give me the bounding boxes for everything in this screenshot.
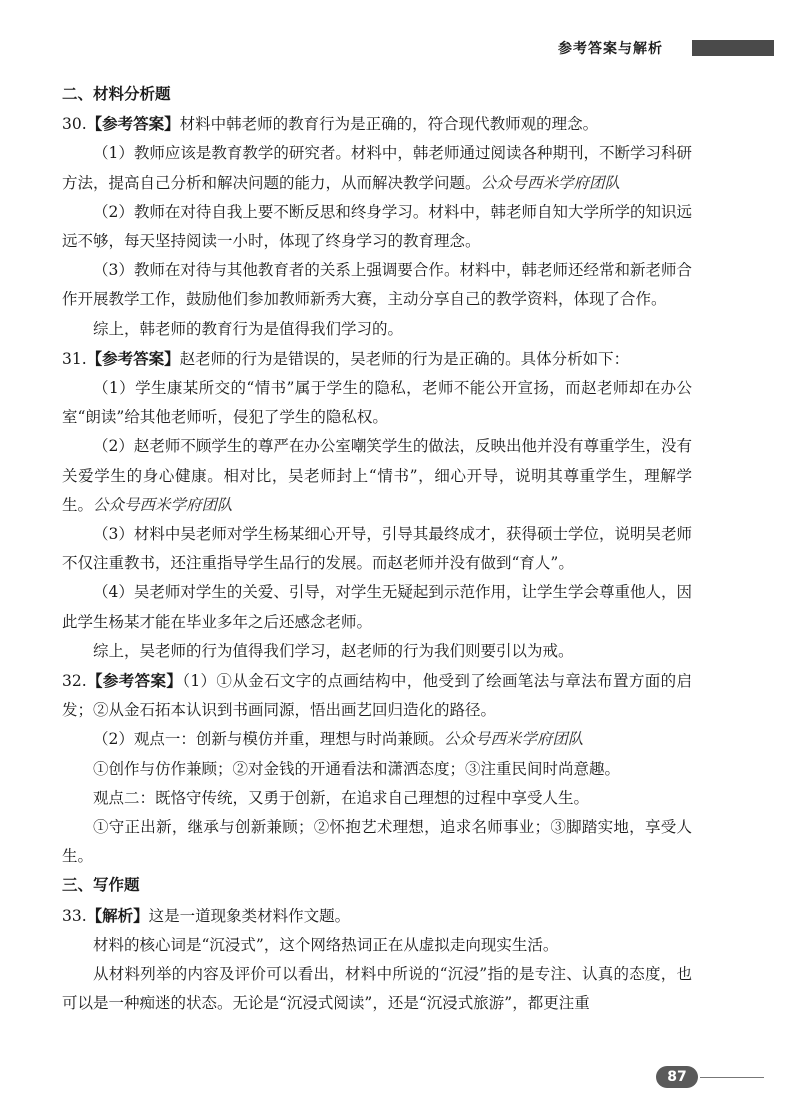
q30-point-2: （2）教师在对待自我上要不断反思和终身学习。材料中，韩老师自知大学所学的知识远远不够，每天坚持阅读一小时，体现了终身学习的教育理念。	[62, 202, 692, 251]
watermark-text: 公众号西米学府团队	[443, 730, 584, 749]
q32-number: 32.	[62, 672, 87, 691]
page-content	[62, 80, 692, 1019]
header-decoration-bar	[692, 40, 774, 56]
q32-point-2-text: （2）观点一：创新与模仿并重，理想与时尚兼顾。	[93, 730, 444, 749]
q33-number: 33.	[62, 906, 87, 925]
section-heading-material-analysis: 二、材料分析题	[62, 85, 171, 103]
page-number: 87	[656, 1066, 698, 1088]
q30-number: 30.	[62, 115, 87, 134]
q32-viewpoint-2-details: ①守正出新，继承与创新兼顾；②怀抱艺术理想，追求名师事业；③脚踏实地，享受人生。	[62, 818, 692, 866]
q31-point-2-text: （2）赵老师不顾学生的尊严在办公室嘲笑学生的做法，反映出他并没有尊重学生，没有关爱学生的身心健康。相对比，吴老师封上“情书”，细心开导，说明其尊重学生，理解学生。	[62, 437, 692, 514]
q32-answer-lead	[62, 666, 692, 725]
q30-lead-text: 材料中韩老师的教育行为是正确的，符合现代教师观的理念。	[179, 115, 599, 134]
q30-summary: 综上，韩老师的教育行为是值得我们学习的。	[93, 319, 404, 338]
q31-answer-tag: 【参考答案】	[86, 348, 180, 368]
q32-lead-text: （1）①从金石文字的点画结构中，他受到了绘画笔法与章法布置方面的启发；②从金石拓本认识到书画同源，悟出画艺回归造化的路径。	[62, 672, 692, 720]
q31-lead-text: 赵老师的行为是错误的，吴老师的行为是正确的。具体分析如下：	[179, 349, 630, 368]
q31-point-1: （1）学生康某所交的“情书”属于学生的隐私，老师不能公开宣扬，而赵老师却在办公室“朗读”给其他老师听，侵犯了学生的隐私权。	[62, 379, 692, 427]
q30-answer-tag: 【参考答案】	[86, 114, 180, 134]
watermark-text: 公众号西米学府团队	[480, 173, 621, 192]
q30-point-1	[62, 139, 692, 197]
q32-viewpoint-2: 观点二：既恪守传统，又勇于创新，在追求自己理想的过程中享受人生。	[93, 788, 590, 807]
q33-analysis-tag: 【解析】	[86, 905, 149, 925]
running-header-title: 参考答案与解析	[558, 41, 663, 57]
section-heading-writing: 三、写作题	[62, 876, 140, 895]
q33-paragraph-2: 从材料列举的内容及评价可以看出，材料中所说的“沉浸”指的是专注、认真的态度，也可以是一种痴迷的状态。无论是“沉浸式阅读”，还是“沉浸式旅游”，都更注重	[62, 965, 692, 1013]
q32-point-2	[62, 725, 692, 754]
q33-lead-text: 这是一道现象类材料作文题。	[148, 906, 351, 925]
q30-point-3: （3）教师在对待与其他教育者的关系上强调要合作。材料中，韩老师还经常和新老师合作开展教学工作，鼓励他们参加教师新秀大赛，主动分享自己的教学资料，体现了合作。	[62, 261, 692, 309]
footer-divider	[700, 1077, 764, 1078]
q31-point-3: （3）材料中吴老师对学生杨某细心开导，引导其最终成才，获得硕士学位，说明吴老师不仅注重教书，还注重指导学生品行的发展。而赵老师并没有做到“育人”。	[62, 525, 692, 573]
q32-point-2-details: ①创作与仿作兼顾；②对金钱的开通看法和潇洒态度；③注重民间时尚意趣。	[93, 759, 621, 778]
q31-point-2	[62, 432, 692, 520]
q30-point-1-text: （1）教师应该是教育教学的研究者。材料中，韩老师通过阅读各种期刊，不断学习科研方法，提高自己分析和解决问题的能力，从而解决教学问题。	[62, 144, 692, 192]
watermark-text: 公众号西米学府团队	[93, 495, 233, 514]
q30-answer-lead	[62, 109, 692, 139]
q32-answer-tag: 【参考答案】	[86, 671, 183, 691]
q31-point-4: （4）吴老师对学生的关爱、引导，对学生无疑起到示范作用，让学生学会尊重他人，因此学生杨某才能在毕业多年之后还感念老师。	[62, 583, 692, 631]
q31-answer-lead	[62, 344, 692, 374]
q31-number: 31.	[62, 349, 87, 368]
q31-summary: 综上，吴老师的行为值得我们学习，赵老师的行为我们则要引以为戒。	[93, 641, 574, 660]
q33-analysis-lead	[62, 901, 692, 931]
q33-paragraph-1: 材料的核心词是“沉浸式”，这个网络热词正在从虚拟走向现实生活。	[93, 935, 559, 954]
